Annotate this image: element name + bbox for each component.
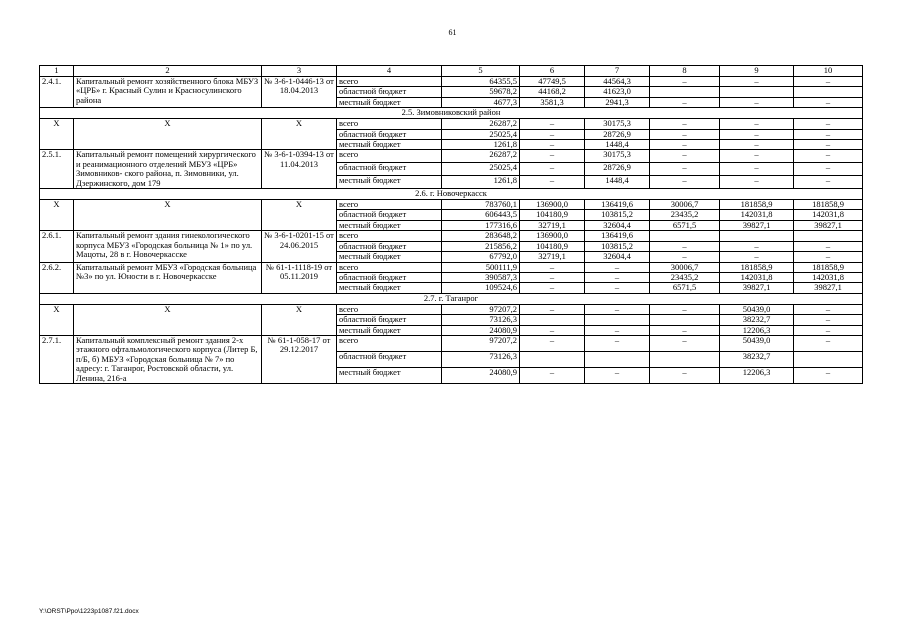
value-cell: 32719,1 — [520, 252, 585, 262]
value-cell: 12206,3 — [720, 367, 794, 383]
item-number: 2.6.2. — [40, 262, 74, 293]
value-cell: 142031,8 — [794, 272, 863, 282]
budget-type: всего — [337, 200, 442, 210]
item-number: 2.6.1. — [40, 231, 74, 262]
value-cell: 142031,8 — [794, 210, 863, 220]
value-cell — [585, 315, 650, 325]
item-name: Капитальный комплексный ремонт здания 2-х этажного офтальмологического корпуса (Литер Б, п/Б, б) МБУЗ «Городская больница № 7» по адресу: г. Таганрог, Ростовской области, ул. Ленина, 216-а — [74, 335, 262, 383]
value-cell: 23435,2 — [650, 210, 720, 220]
value-cell: 136419,6 — [585, 231, 650, 241]
value-cell — [585, 351, 650, 367]
table-row — [40, 304, 863, 314]
budget-type: областной бюджет — [337, 163, 442, 176]
item-name: Капитальный ремонт помещений хирургического и реанимационного отделений МБУЗ «ЦРБ» Зимовников- ского района, п. Зимовники, ул. Дзержинского, дом 179 — [74, 150, 262, 189]
value-cell — [650, 231, 720, 241]
budget-type: областной бюджет — [337, 315, 442, 325]
budget-type: местный бюджет — [337, 325, 442, 335]
value-cell: 39827,1 — [794, 220, 863, 230]
value-cell: 500111,9 — [442, 262, 520, 272]
value-cell: 24080,9 — [442, 367, 520, 383]
item-document: Х — [262, 119, 337, 150]
section-row — [40, 108, 863, 119]
value-cell: – — [585, 367, 650, 383]
budget-type: всего — [337, 335, 442, 351]
program-table — [39, 65, 863, 384]
header-cell: 8 — [650, 66, 720, 77]
value-cell: 6571,5 — [650, 283, 720, 293]
section-heading: 2.5. Зимовниковский район — [40, 108, 863, 119]
value-cell: 215856,2 — [442, 241, 520, 251]
value-cell: – — [794, 140, 863, 150]
value-cell: 32604,4 — [585, 220, 650, 230]
table-row — [40, 262, 863, 272]
item-name: Капитальный ремонт хозяйственного блока МБУЗ «ЦРБ» г. Красный Сулин и Красносулинского района — [74, 77, 262, 108]
value-cell: 2941,3 — [585, 97, 650, 107]
budget-type: областной бюджет — [337, 272, 442, 282]
header-cell: 2 — [74, 66, 262, 77]
value-cell: 181858,9 — [794, 262, 863, 272]
value-cell: – — [720, 119, 794, 129]
value-cell: – — [585, 335, 650, 351]
value-cell: 28726,9 — [585, 163, 650, 176]
value-cell: 38232,7 — [720, 315, 794, 325]
value-cell: – — [650, 129, 720, 139]
value-cell: – — [794, 304, 863, 314]
value-cell: – — [650, 367, 720, 383]
value-cell — [794, 231, 863, 241]
value-cell: – — [520, 119, 585, 129]
budget-type: всего — [337, 231, 442, 241]
value-cell — [650, 315, 720, 325]
value-cell: – — [794, 129, 863, 139]
header-cell: 4 — [337, 66, 442, 77]
table-row — [40, 200, 863, 210]
value-cell: 109524,6 — [442, 283, 520, 293]
value-cell: 1448,4 — [585, 140, 650, 150]
value-cell: – — [520, 140, 585, 150]
value-cell: – — [720, 176, 794, 189]
value-cell: 136419,6 — [585, 200, 650, 210]
value-cell: 97207,2 — [442, 304, 520, 314]
budget-type: всего — [337, 77, 442, 87]
value-cell: – — [720, 252, 794, 262]
budget-type: всего — [337, 304, 442, 314]
table-row — [40, 231, 863, 241]
value-cell: – — [650, 150, 720, 163]
value-cell: 26287,2 — [442, 119, 520, 129]
value-cell: 142031,8 — [720, 210, 794, 220]
value-cell: – — [720, 77, 794, 87]
header-cell: 5 — [442, 66, 520, 77]
page-number: 61 — [448, 28, 457, 37]
budget-type: местный бюджет — [337, 176, 442, 189]
value-cell: 59678,2 — [442, 87, 520, 97]
value-cell: 283648,2 — [442, 231, 520, 241]
value-cell: – — [794, 252, 863, 262]
item-number: 2.4.1. — [40, 77, 74, 108]
budget-type: местный бюджет — [337, 283, 442, 293]
value-cell: – — [794, 241, 863, 251]
value-cell: 783760,1 — [442, 200, 520, 210]
value-cell: 50439,0 — [720, 335, 794, 351]
value-cell: – — [720, 150, 794, 163]
section-heading: 2.6. г. Новочеркасск — [40, 189, 863, 200]
item-name: Х — [74, 304, 262, 335]
budget-type: местный бюджет — [337, 252, 442, 262]
value-cell: 136900,0 — [520, 231, 585, 241]
value-cell: 177316,6 — [442, 220, 520, 230]
value-cell: – — [794, 315, 863, 325]
value-cell: 1261,8 — [442, 176, 520, 189]
value-cell: – — [585, 262, 650, 272]
value-cell: 1448,4 — [585, 176, 650, 189]
value-cell: 30006,7 — [650, 262, 720, 272]
budget-type: всего — [337, 119, 442, 129]
value-cell: – — [794, 335, 863, 351]
value-cell: 181858,9 — [720, 262, 794, 272]
value-cell: 25025,4 — [442, 129, 520, 139]
item-name: Капитальный ремонт здания гинекологического корпуса МБУЗ «Городская больница № 1» по ул. Мацоты, 28 в г. Новочеркасске — [74, 231, 262, 262]
value-cell: 39827,1 — [794, 283, 863, 293]
value-cell: – — [650, 163, 720, 176]
value-cell: – — [650, 335, 720, 351]
value-cell: – — [520, 262, 585, 272]
item-document: № 61-1-058-17 от 29.12.2017 — [262, 335, 337, 383]
value-cell: – — [520, 283, 585, 293]
item-number: Х — [40, 119, 74, 150]
item-name: Х — [74, 200, 262, 231]
header-row — [40, 66, 863, 77]
value-cell: 3581,3 — [520, 97, 585, 107]
value-cell: – — [794, 176, 863, 189]
value-cell: – — [794, 150, 863, 163]
value-cell: – — [520, 150, 585, 163]
value-cell: 181858,9 — [794, 200, 863, 210]
value-cell: 30175,3 — [585, 150, 650, 163]
item-name: Капитальный ремонт МБУЗ «Городская больница №3» по ул. Юности в г. Новочеркасске — [74, 262, 262, 293]
item-number: Х — [40, 304, 74, 335]
value-cell: – — [794, 163, 863, 176]
value-cell: – — [720, 97, 794, 107]
value-cell: – — [650, 176, 720, 189]
value-cell: 47749,5 — [520, 77, 585, 87]
value-cell: – — [585, 272, 650, 282]
table-row — [40, 77, 863, 87]
budget-type: областной бюджет — [337, 351, 442, 367]
value-cell: – — [794, 367, 863, 383]
budget-type: всего — [337, 150, 442, 163]
value-cell: – — [650, 140, 720, 150]
value-cell: 28726,9 — [585, 129, 650, 139]
value-cell: 6571,5 — [650, 220, 720, 230]
value-cell — [520, 351, 585, 367]
value-cell: – — [794, 325, 863, 335]
value-cell: 23435,2 — [650, 272, 720, 282]
value-cell: 181858,9 — [720, 200, 794, 210]
value-cell: 44564,3 — [585, 77, 650, 87]
value-cell — [720, 87, 794, 97]
section-row — [40, 189, 863, 200]
value-cell: – — [720, 140, 794, 150]
section-heading: 2.7. г. Таганрог — [40, 293, 863, 304]
value-cell: – — [520, 176, 585, 189]
section-row — [40, 293, 863, 304]
budget-type: областной бюджет — [337, 129, 442, 139]
item-document: № 3-6-1-0446-13 от 18.04.2013 — [262, 77, 337, 108]
item-document: Х — [262, 304, 337, 335]
value-cell: 12206,3 — [720, 325, 794, 335]
value-cell: 39827,1 — [720, 283, 794, 293]
item-document: Х — [262, 200, 337, 231]
value-cell: 103815,2 — [585, 210, 650, 220]
value-cell: – — [794, 119, 863, 129]
item-number: Х — [40, 200, 74, 231]
header-cell: 3 — [262, 66, 337, 77]
value-cell — [650, 351, 720, 367]
value-cell: – — [520, 129, 585, 139]
budget-type: местный бюджет — [337, 97, 442, 107]
value-cell: 104180,9 — [520, 210, 585, 220]
value-cell: – — [520, 163, 585, 176]
item-number: 2.7.1. — [40, 335, 74, 383]
value-cell — [650, 87, 720, 97]
item-document: № 61-1-1118-19 от 05.11.2019 — [262, 262, 337, 293]
budget-type: местный бюджет — [337, 140, 442, 150]
value-cell: 32604,4 — [585, 252, 650, 262]
header-cell: 10 — [794, 66, 863, 77]
value-cell: – — [720, 241, 794, 251]
value-cell: 50439,0 — [720, 304, 794, 314]
value-cell: 606443,5 — [442, 210, 520, 220]
value-cell — [794, 87, 863, 97]
value-cell: 38232,7 — [720, 351, 794, 367]
value-cell: 104180,9 — [520, 241, 585, 251]
value-cell: – — [520, 335, 585, 351]
value-cell: – — [650, 77, 720, 87]
value-cell: 24080,9 — [442, 325, 520, 335]
value-cell: – — [650, 97, 720, 107]
header-cell: 6 — [520, 66, 585, 77]
value-cell: – — [650, 119, 720, 129]
value-cell: 390587,3 — [442, 272, 520, 282]
value-cell: 39827,1 — [720, 220, 794, 230]
budget-type: всего — [337, 262, 442, 272]
value-cell: – — [585, 283, 650, 293]
table-row — [40, 119, 863, 129]
value-cell: 30006,7 — [650, 200, 720, 210]
value-cell: – — [650, 304, 720, 314]
value-cell: – — [720, 163, 794, 176]
item-document: № 3-6-1-0201-15 от 24.06.2015 — [262, 231, 337, 262]
header-cell: 7 — [585, 66, 650, 77]
file-path-footer: Y:\ORST\Ppo\1223p1087.f21.docx — [39, 608, 139, 615]
header-cell: 1 — [40, 66, 74, 77]
value-cell: – — [520, 325, 585, 335]
value-cell: 41623,0 — [585, 87, 650, 97]
value-cell: – — [520, 367, 585, 383]
value-cell: 25025,4 — [442, 163, 520, 176]
budget-type: областной бюджет — [337, 241, 442, 251]
value-cell: – — [720, 129, 794, 139]
value-cell: – — [520, 304, 585, 314]
value-cell: – — [585, 304, 650, 314]
value-cell: – — [650, 325, 720, 335]
value-cell: – — [585, 325, 650, 335]
item-document: № 3-6-1-0394-13 от 11.04.2013 — [262, 150, 337, 189]
item-name: Х — [74, 119, 262, 150]
value-cell: 4677,3 — [442, 97, 520, 107]
table-row — [40, 150, 863, 163]
value-cell — [520, 315, 585, 325]
value-cell: 64355,5 — [442, 77, 520, 87]
table-row — [40, 335, 863, 351]
value-cell — [720, 231, 794, 241]
value-cell: 73126,3 — [442, 351, 520, 367]
value-cell: – — [794, 97, 863, 107]
value-cell — [794, 351, 863, 367]
value-cell: 67792,0 — [442, 252, 520, 262]
budget-type: местный бюджет — [337, 220, 442, 230]
value-cell: 142031,8 — [720, 272, 794, 282]
budget-type: местный бюджет — [337, 367, 442, 383]
value-cell: 32719,1 — [520, 220, 585, 230]
value-cell: – — [794, 77, 863, 87]
value-cell: 1261,8 — [442, 140, 520, 150]
value-cell: 97207,2 — [442, 335, 520, 351]
value-cell: 73126,3 — [442, 315, 520, 325]
budget-type: областной бюджет — [337, 87, 442, 97]
header-cell: 9 — [720, 66, 794, 77]
value-cell: 26287,2 — [442, 150, 520, 163]
value-cell: 136900,0 — [520, 200, 585, 210]
item-number: 2.5.1. — [40, 150, 74, 189]
value-cell: – — [520, 272, 585, 282]
value-cell: 103815,2 — [585, 241, 650, 251]
budget-type: областной бюджет — [337, 210, 442, 220]
value-cell: – — [650, 241, 720, 251]
value-cell: 30175,3 — [585, 119, 650, 129]
value-cell: 44168,2 — [520, 87, 585, 97]
value-cell: – — [650, 252, 720, 262]
